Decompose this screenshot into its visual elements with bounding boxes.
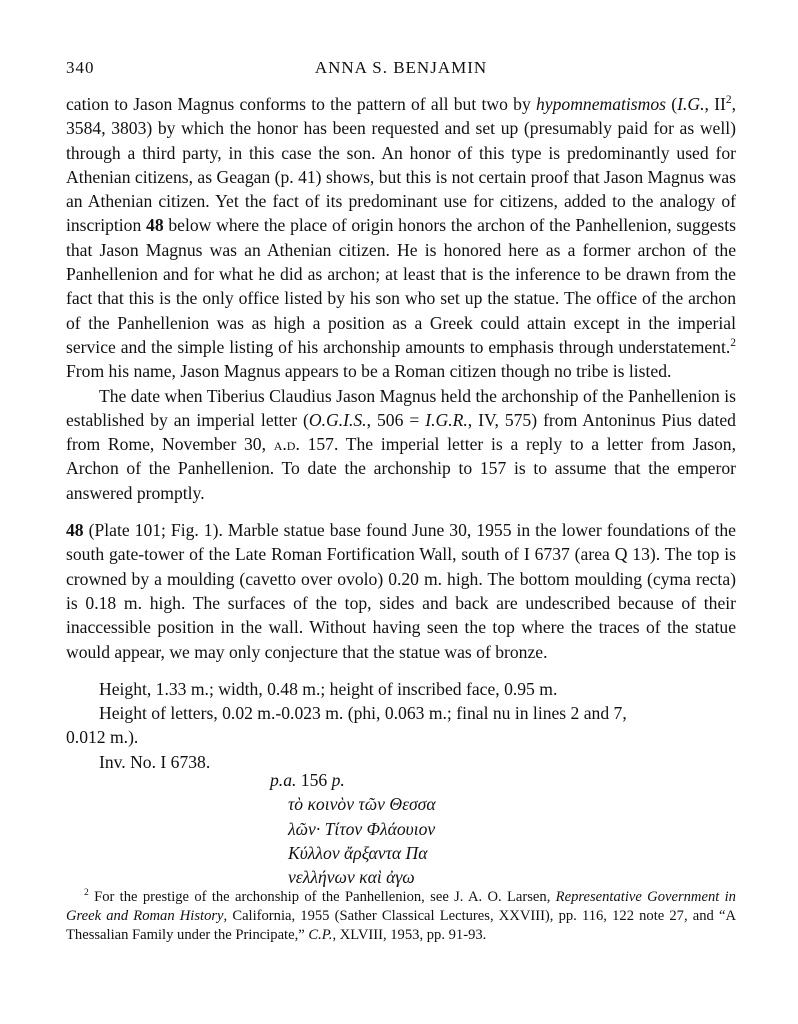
paragraph-48: 48 (Plate 101; Fig. 1). Marble statue base found June 30, 1955 in the lower foundations of the south gate-tower of the Late Roman Fortification Wall, south of I 6737 (area Q 13). The top is crowned by a moulding (cavetto over ovolo) 0.20 m. high. The bottom moulding (cyma recta) is 0.18 m. high. The surfaces of the top, sides and back are undescribed because of their inaccessible position in the wall. Without having seen the top where the traces of the statue would appear, we may only conjecture that the statue was of bronze. xyxy=(66,520,736,662)
inscription-line: Κύλλον ἄρξαντα Πα xyxy=(288,842,428,863)
inscription-line: τὸ κοινὸν τῶν Θεσσα xyxy=(288,794,436,815)
paragraph-1: cation to Jason Magnus conforms to the pattern of all but two by hypomnematismos (I.G., $II^2$, 3584, 3803) by which the honor has been requested and set up (presumably paid for as well) through a third party, in this case the son. An honor of this type is predominantly used for Athenian citizens, as Geagan (p. 41) shows, but this is not certain proof that Jason Magnus was an Athenian citizen. Yet the fact of its predominant use for citizens, added to the analogy of inscription 48 below where the place of origin honors the archon of the Panhellenion, suggests that Jason Magnus was an Athenian citizen. He is honored here as a former archon of the Panhellenion and for what he did as archon; at least that is the inference to be drawn from the fact that this is the only office listed by his son who set up the statue. The office of the archon of the Panhellenion was as high a position as a Greek could attain except in the imperial service and the simple listing of his archonship amounts to emphasis through understatement.$^2$ From his name, Jason Magnus appears to be a Roman citizen though no tribe is listed. xyxy=(66,94,737,382)
footnote-ref: 2 xyxy=(730,337,736,350)
running-head: ANNA S. BENJAMIN xyxy=(314,58,488,77)
inventory-number: Inv. No. I 6738. xyxy=(99,751,211,772)
inscription-text xyxy=(270,768,436,889)
measurements: Height, 1.33 m.; width, 0.48 m.; height of inscribed face, 0.95 m. Height of letters, 0.02 m.-0.023 m. (phi, 0.063 m.; final nu in lines 2 and 7, 0.012 m.). Inv. No. I 6738. xyxy=(66,677,736,774)
footnote: $^2$ For the prestige of the archonship of the Panhellenion, see J. A. O. Larsen, Representative Government in Greek and Roman History, California, 1955 (Sather Classical Lectures, XXVIII), pp. 116, 122 note 27, and “A Thessalian Family under the Principate,” C.P., XLVIII, 1953, pp. 91-93. xyxy=(66,888,736,943)
inscription-line: νελλήνων καὶ ἀγω xyxy=(288,867,415,888)
footnote-book-title: Representative Government in Greek and Roman History xyxy=(66,889,736,924)
footnote-mark: 2 xyxy=(84,888,89,899)
paragraph-2: The date when Tiberius Claudius Jason Magnus held the archonship of the Panhellenion is established by an imperial letter (O.G.I.S., 506 = I.G.R., IV, 575) from Antoninus Pius dated from Rome, November 30, a.d. 157. The imperial letter is a reply to a letter from Jason, Archon of the Panhellenion. To date the archonship to 157 is to assume that the emperor answered promptly. xyxy=(66,385,736,503)
inscription-ref: 48 xyxy=(146,215,164,236)
page-number: 340 xyxy=(66,58,95,77)
inscription-line: λῶν· Τίτον Φλάουιον xyxy=(288,818,436,839)
page-header xyxy=(66,58,736,82)
inscription-number: 48 xyxy=(66,520,84,541)
inscription-header: p.a. 156 p. xyxy=(270,770,345,790)
body-text xyxy=(66,92,736,774)
